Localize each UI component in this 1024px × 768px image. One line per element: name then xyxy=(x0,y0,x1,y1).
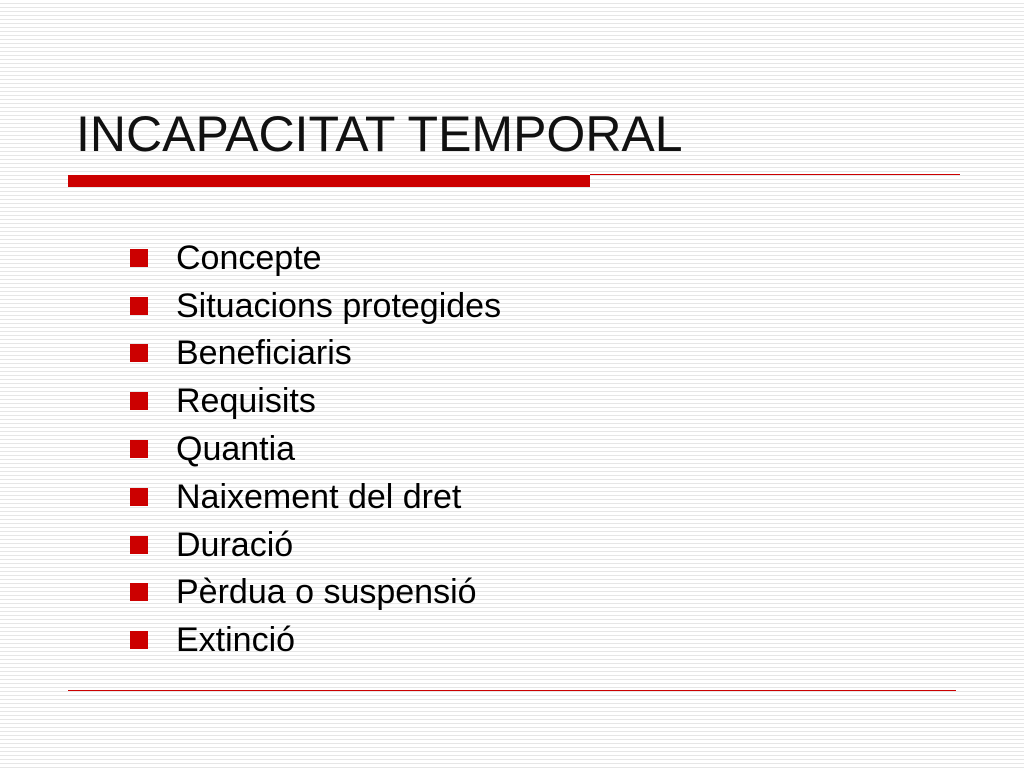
bullet-item-quantia xyxy=(130,425,501,473)
bullet-text: Concepte xyxy=(176,238,322,277)
square-bullet-icon xyxy=(130,536,148,554)
title-underline-thick xyxy=(68,175,590,187)
bullet-item-duracio xyxy=(130,521,501,569)
slide-title: INCAPACITAT TEMPORAL xyxy=(76,106,683,162)
bullet-item-requisits xyxy=(130,377,501,425)
square-bullet-icon xyxy=(130,344,148,362)
bullet-item-situacions-protegides xyxy=(130,282,501,330)
bullet-text: Pèrdua o suspensió xyxy=(176,573,477,612)
bullet-text: Requisits xyxy=(176,382,316,421)
square-bullet-icon xyxy=(130,249,148,267)
bullet-item-naixement-del-dret xyxy=(130,473,501,521)
square-bullet-icon xyxy=(130,583,148,601)
title-underline-thin xyxy=(590,174,960,175)
square-bullet-icon xyxy=(130,631,148,649)
bullet-item-perdua-o-suspensio xyxy=(130,569,501,617)
footer-divider xyxy=(68,690,956,691)
bullet-text: Naixement del dret xyxy=(176,477,462,516)
square-bullet-icon xyxy=(130,488,148,506)
square-bullet-icon xyxy=(130,392,148,410)
square-bullet-icon xyxy=(130,297,148,315)
bullet-text: Duració xyxy=(176,525,294,564)
bullet-item-extincio xyxy=(130,616,501,664)
bullet-text: Extinció xyxy=(176,621,296,660)
square-bullet-icon xyxy=(130,440,148,458)
bullet-item-concepte xyxy=(130,234,501,282)
bullet-item-beneficiaris xyxy=(130,330,501,378)
bullet-text: Beneficiaris xyxy=(176,334,352,373)
bullet-list xyxy=(130,234,501,664)
bullet-text: Situacions protegides xyxy=(176,286,502,325)
bullet-text: Quantia xyxy=(176,430,296,469)
